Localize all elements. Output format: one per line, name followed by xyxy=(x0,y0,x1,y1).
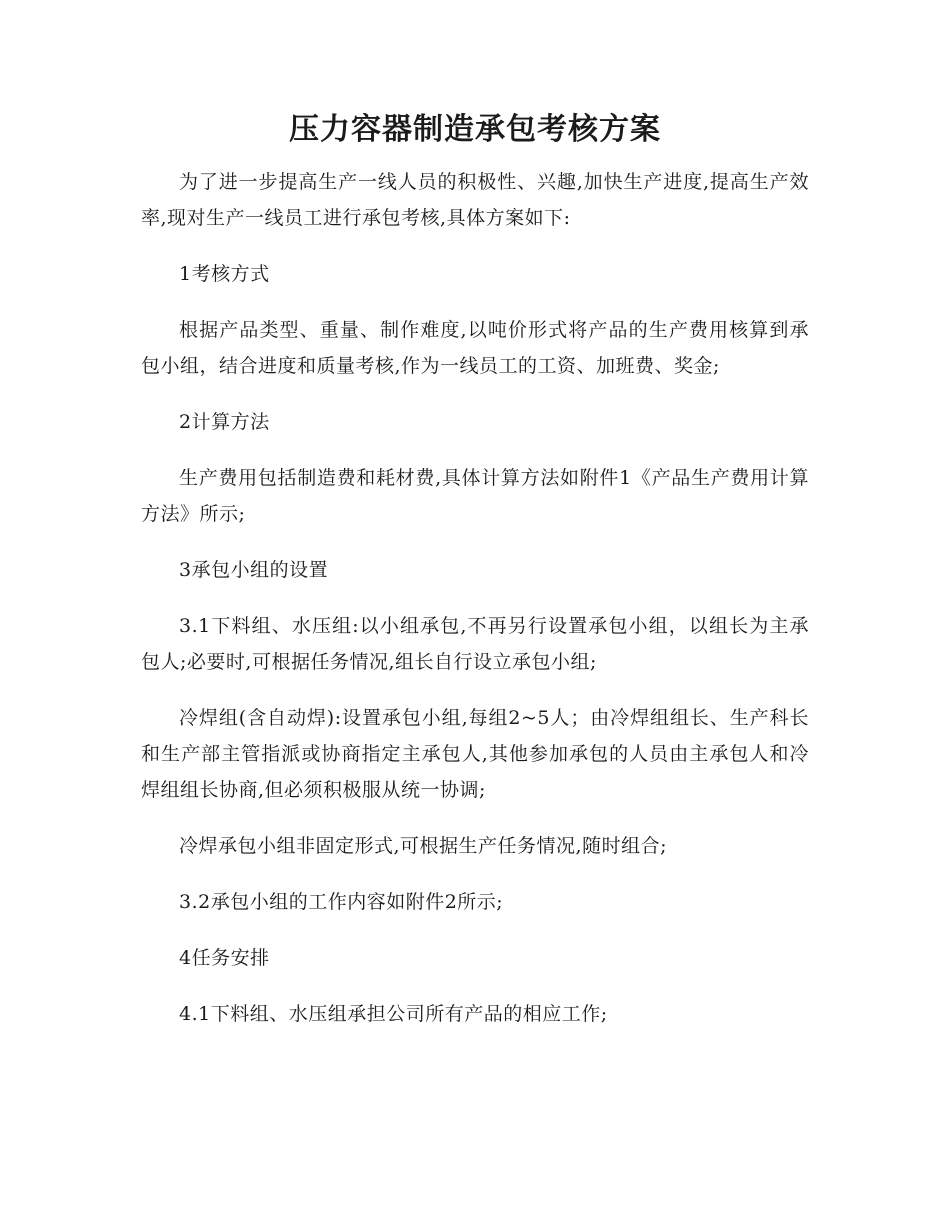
section-heading-1: 1考核方式 xyxy=(179,263,270,285)
section-heading-2: 2计算方法 xyxy=(179,411,270,433)
cold-weld-form-paragraph: 冷焊承包小组非固定形式,可根据生产任务情况,随时组合; xyxy=(179,835,667,857)
intro-paragraph: 为了进一步提高生产一线人员的积极性、兴趣,加快生产进度,提高生产效率,现对生产一线员工进行承包考核,具体方案如下: xyxy=(141,171,809,229)
section-2-paragraph: 生产费用包括制造费和耗材费,具体计算方法如附件1《产品生产费用计算方法》所示; xyxy=(141,467,809,525)
section-4-1-paragraph: 4.1下料组、水压组承担公司所有产品的相应工作; xyxy=(179,1003,608,1025)
section-1-paragraph: 根据产品类型、重量、制作难度,以吨价形式将产品的生产费用核算到承包小组，结合进度和质量考核,作为一线员工的工资、加班费、奖金; xyxy=(141,319,809,377)
document-body xyxy=(141,164,809,1052)
section-3-1-paragraph: 3.1下料组、水压组:以小组承包,不再另行设置承包小组，以组长为主承包人;必要时,可根据任务情况,组长自行设立承包小组; xyxy=(141,615,809,673)
section-heading-4: 4任务安排 xyxy=(179,947,270,969)
section-heading-3: 3承包小组的设置 xyxy=(179,559,329,581)
cold-weld-group-paragraph: 冷焊组(含自动焊):设置承包小组,每组2~5人；由冷焊组组长、生产科长和生产部主管指派或协商指定主承包人,其他参加承包的人员由主承包人和冷焊组组长协商,但必须积极服从统一协调; xyxy=(141,707,809,801)
document-title: 压力容器制造承包考核方案 xyxy=(289,112,661,147)
section-3-2-paragraph: 3.2承包小组的工作内容如附件2所示; xyxy=(179,891,504,913)
